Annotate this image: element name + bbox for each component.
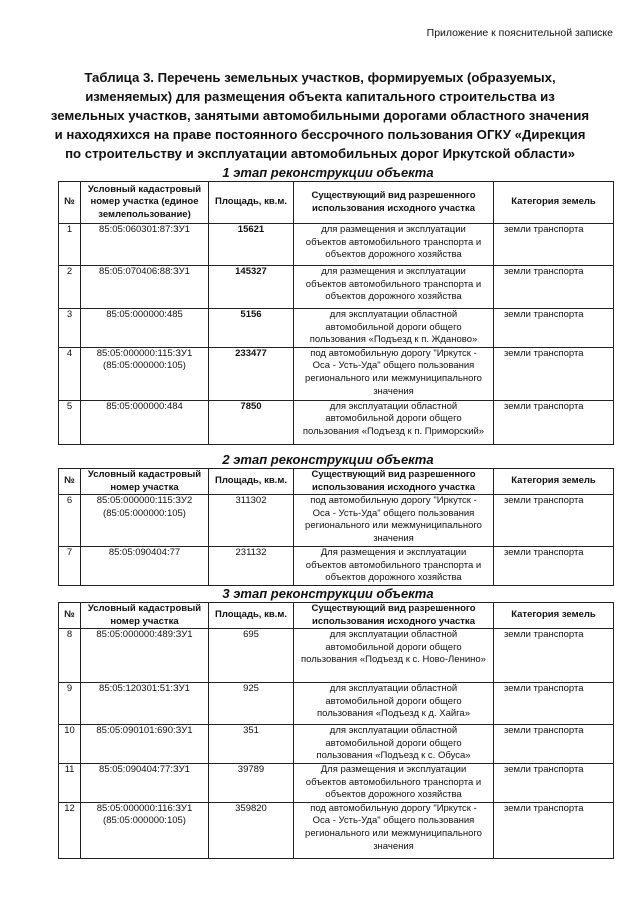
- row-area: [209, 347, 294, 400]
- row-num-text: 1: [66, 224, 73, 235]
- row-permitted-use: [294, 725, 494, 764]
- row-area: [209, 309, 294, 348]
- row-permitted-use: [294, 266, 494, 309]
- appendix-note: Приложение к пояснительной записке: [426, 27, 613, 39]
- header-use: Существующий вид разрешенного использования исходного участка: [294, 603, 494, 629]
- row-area: [209, 224, 294, 266]
- table-row: [59, 224, 614, 266]
- row-num-text: 12: [64, 802, 75, 814]
- row-permitted-use-text: Для размещения и эксплуатации объектов автомобильного транспорта и объектов дорожного хозяйства: [305, 547, 482, 584]
- row-land-category: [494, 725, 614, 764]
- row-area-text: 231132: [235, 547, 267, 559]
- row-cadastral-number-text: 85:05:070406:88:ЗУ1: [99, 266, 190, 277]
- row-cadastral-number-text: 85:05:090404:77: [108, 547, 181, 559]
- row-land-category-text: земли транспорта: [504, 629, 584, 641]
- row-land-category-text: земли транспорта: [504, 725, 584, 737]
- row-cadastral-number: [81, 629, 209, 683]
- row-land-category-text: земли транспорта: [504, 266, 584, 277]
- row-area: [209, 763, 294, 802]
- header-use: Существующий вид разрешенного использования исходного участка: [294, 469, 494, 495]
- row-permitted-use: [294, 763, 494, 802]
- row-num: [59, 547, 81, 586]
- row-area-text: 39789: [237, 763, 265, 775]
- row-permitted-use: [294, 495, 494, 547]
- row-permitted-use: [294, 802, 494, 858]
- table-row: [59, 763, 614, 802]
- row-cadastral-number: [81, 309, 209, 348]
- row-num: [59, 347, 81, 400]
- table-title: Таблица 3. Перечень земельных участков, формируемых (образуемых, изменяемых) для размещения объекта капитального строительства из земельных участков, занятыми автомобильными дорогами областного значения и находяхихся на праве постоянного бессрочного пользования ОГКУ «Дирекция по строительству и эксплуатации автомобильных дорог Иркутской области»: [50, 70, 590, 161]
- table-header-row: [59, 469, 614, 495]
- row-land-category-text: земли транспорта: [504, 495, 584, 507]
- table-row: [59, 400, 614, 444]
- row-cadastral-number-text: 85:05:000000:115:ЗУ2 (85:05:000000:105): [96, 495, 193, 519]
- row-cadastral-number: [81, 683, 209, 725]
- row-land-category: [494, 763, 614, 802]
- row-cadastral-number-text: 85:05:090101:690:ЗУ1: [96, 725, 193, 737]
- row-permitted-use: [294, 347, 494, 400]
- header-category: Категория земель: [494, 603, 614, 629]
- row-cadastral-number: [81, 224, 209, 266]
- stage-2-table: [58, 468, 614, 586]
- row-permitted-use-text: под автомобильную дорогу "Иркутск - Оса - Усть-Уда" общего пользования регионального или межмуниципального значения: [305, 802, 482, 852]
- row-land-category: [494, 309, 614, 348]
- row-area: [209, 683, 294, 725]
- row-land-category: [494, 495, 614, 547]
- row-land-category-text: земли транспорта: [504, 802, 584, 814]
- row-area-text: 15621: [237, 224, 265, 235]
- row-area-text: 311302: [235, 495, 267, 507]
- row-permitted-use: [294, 629, 494, 683]
- row-land-category-text: земли транспорта: [504, 224, 584, 235]
- row-cadastral-number: [81, 547, 209, 586]
- row-land-category-text: земли транспорта: [504, 683, 584, 695]
- row-permitted-use-text: под автомобильную дорогу "Иркутск - Оса - Усть-Уда" общего пользования регионального или межмуниципального значения: [305, 347, 482, 397]
- header-use: Существующий вид разрешенного использования исходного участка: [294, 182, 494, 224]
- row-cadastral-number-text: 85:05:000000:115:ЗУ1 (85:05:000000:105): [96, 347, 193, 372]
- row-land-category-text: земли транспорта: [504, 763, 584, 775]
- row-area-text: 359820: [235, 802, 267, 814]
- stage-1-table: [58, 181, 614, 445]
- row-area-text: 145327: [235, 266, 267, 277]
- row-area-text: 925: [243, 683, 259, 695]
- row-num-text: 7: [66, 547, 73, 559]
- row-area-text: 233477: [235, 347, 267, 359]
- row-num-text: 9: [66, 683, 73, 695]
- stage-1-title: 1 этап реконструкции объекта: [222, 165, 434, 180]
- row-land-category-text: земли транспорта: [504, 400, 584, 412]
- row-area: [209, 495, 294, 547]
- row-land-category-text: земли транспорта: [504, 547, 584, 559]
- header-category: Категория земель: [494, 469, 614, 495]
- row-land-category: [494, 629, 614, 683]
- row-num-text: 10: [64, 725, 75, 737]
- header-num: №: [59, 182, 81, 224]
- row-num-text: 6: [66, 495, 73, 507]
- row-cadastral-number: [81, 802, 209, 858]
- row-permitted-use: [294, 547, 494, 586]
- table-row: [59, 629, 614, 683]
- table-header-row: [59, 603, 614, 629]
- row-cadastral-number-text: 85:05:000000:484: [106, 400, 183, 412]
- row-area-text: 7850: [240, 400, 262, 412]
- row-cadastral-number-text: 85:05:060301:87:ЗУ1: [99, 224, 190, 235]
- row-num: [59, 725, 81, 764]
- row-area-text: 351: [243, 725, 259, 737]
- stage-3-table: [58, 602, 614, 859]
- row-cadastral-number: [81, 266, 209, 309]
- table-row: [59, 266, 614, 309]
- header-area: Площадь, кв.м.: [209, 469, 294, 495]
- table-row: [59, 725, 614, 764]
- row-num: [59, 266, 81, 309]
- row-num-text: 2: [66, 266, 73, 277]
- row-permitted-use-text: для эксплуатации областной автомобильной дороги общего пользования «Подъезд к д. Хайга»: [316, 683, 471, 720]
- row-cadastral-number-text: 85:05:000000:485: [106, 309, 183, 320]
- row-cadastral-number-text: 85:05:090404:77:ЗУ1: [99, 763, 190, 775]
- row-num: [59, 683, 81, 725]
- row-area: [209, 547, 294, 586]
- row-permitted-use-text: для размещения и эксплуатации объектов автомобильного транспорта и объектов дорожного хозяйства: [305, 266, 482, 303]
- row-num: [59, 309, 81, 348]
- table-row: [59, 495, 614, 547]
- row-permitted-use: [294, 400, 494, 444]
- row-num-text: 4: [66, 347, 73, 359]
- row-cadastral-number: [81, 347, 209, 400]
- table-header-row: [59, 182, 614, 224]
- row-permitted-use-text: для эксплуатации областной автомобильной дороги общего пользования «Подъезд к с. Обуса»: [316, 725, 471, 762]
- table-row: [59, 347, 614, 400]
- row-cadastral-number: [81, 725, 209, 764]
- row-num-text: 3: [66, 309, 73, 320]
- row-cadastral-number-text: 85:05:000000:489:ЗУ1: [96, 629, 193, 641]
- row-num: [59, 763, 81, 802]
- row-num: [59, 629, 81, 683]
- row-land-category: [494, 802, 614, 858]
- row-num-text: 5: [66, 400, 73, 412]
- row-area: [209, 629, 294, 683]
- row-permitted-use-text: для эксплуатации областной автомобильной дороги общего пользования «Подъезд к с. Ново-Ленино»: [301, 629, 486, 666]
- header-cadastral: Условный кадастровый номер участка: [81, 469, 209, 495]
- row-land-category: [494, 224, 614, 266]
- table-row: [59, 547, 614, 586]
- row-num: [59, 400, 81, 444]
- table-row: [59, 309, 614, 348]
- row-num-text: 8: [66, 629, 73, 641]
- row-land-category: [494, 683, 614, 725]
- row-permitted-use-text: для эксплуатации областной автомобильной дороги общего пользования «Подъезд к п. Жданово»: [309, 309, 478, 346]
- row-area: [209, 802, 294, 858]
- row-area: [209, 266, 294, 309]
- row-area-text: 695: [243, 629, 259, 641]
- row-area: [209, 400, 294, 444]
- header-area: Площадь, кв.м.: [209, 603, 294, 629]
- row-permitted-use-text: для размещения и эксплуатации объектов автомобильного транспорта и объектов дорожного хозяйства: [305, 224, 482, 261]
- row-cadastral-number: [81, 495, 209, 547]
- row-permitted-use-text: для эксплуатации областной автомобильной дороги общего пользования «Подъезд к п. Приморский»: [302, 400, 485, 437]
- row-num: [59, 495, 81, 547]
- table-row: [59, 802, 614, 858]
- row-num: [59, 224, 81, 266]
- row-land-category-text: земли транспорта: [504, 309, 584, 320]
- header-num: №: [59, 469, 81, 495]
- row-permitted-use-text: Для размещения и эксплуатации объектов автомобильного транспорта и объектов дорожного хозяйства: [305, 763, 482, 801]
- row-land-category: [494, 266, 614, 309]
- row-cadastral-number: [81, 763, 209, 802]
- stage-3-title: 3 этап реконструкции объекта: [222, 586, 434, 601]
- row-land-category: [494, 547, 614, 586]
- header-cadastral: Условный кадастровый номер участка (единое землепользование): [81, 182, 209, 224]
- header-area: Площадь, кв.м.: [209, 182, 294, 224]
- row-land-category-text: земли транспорта: [504, 347, 584, 359]
- header-category: Категория земель: [494, 182, 614, 224]
- table-row: [59, 683, 614, 725]
- row-permitted-use: [294, 224, 494, 266]
- stage-2-title: 2 этап реконструкции объекта: [222, 452, 434, 467]
- row-cadastral-number-text: 85:05:000000:116:ЗУ1 (85:05:000000:105): [96, 802, 193, 827]
- row-land-category: [494, 400, 614, 444]
- row-num: [59, 802, 81, 858]
- row-num-text: 11: [64, 763, 75, 775]
- row-cadastral-number-text: 85:05:120301:51:ЗУ1: [99, 683, 190, 695]
- row-area: [209, 725, 294, 764]
- row-permitted-use-text: под автомобильную дорогу "Иркутск - Оса - Усть-Уда" общего пользования регионального или межмуниципального значения: [305, 495, 482, 544]
- row-cadastral-number: [81, 400, 209, 444]
- row-land-category: [494, 347, 614, 400]
- row-permitted-use: [294, 683, 494, 725]
- header-cadastral: Условный кадастровый номер участка: [81, 603, 209, 629]
- row-area-text: 5156: [240, 309, 262, 320]
- row-permitted-use: [294, 309, 494, 348]
- header-num: №: [59, 603, 81, 629]
